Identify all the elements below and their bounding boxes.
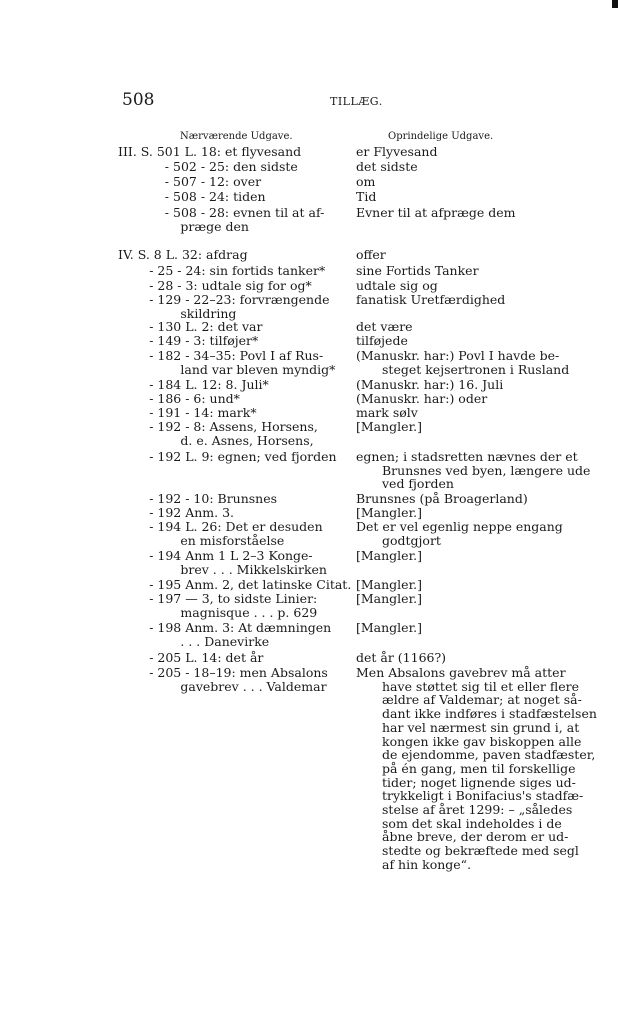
text-line: kongen ikke gav biskoppen alle	[382, 733, 582, 749]
text-line: - 198 Anm. 3: At dæmningen	[149, 620, 332, 635]
text-line: [Mangler.]	[356, 591, 423, 606]
text-line: på én gang, men til forskellige	[382, 760, 576, 776]
text-line: det sidste	[356, 159, 418, 174]
current-edition-text	[118, 549, 350, 576]
text-line: d. e. Asnes, Horsens,	[180, 432, 314, 448]
current-edition-text	[118, 506, 350, 520]
current-edition-text	[118, 248, 350, 262]
text-line: - 502 - 25: den sidste	[164, 159, 298, 174]
text-line: egnen; i stadsretten nævnes der et	[356, 449, 578, 464]
text-line: - 149 - 3: tilføjer*	[149, 333, 259, 348]
current-edition-text	[118, 621, 350, 648]
current-edition-text	[118, 206, 350, 233]
original-edition-text	[356, 293, 584, 307]
text-line: - 192 - 8: Assens, Horsens,	[149, 419, 318, 434]
current-edition-text	[118, 592, 350, 619]
text-line: - 130 L. 2: det var	[149, 319, 263, 334]
text-line: - 191 - 14: mark*	[149, 405, 257, 420]
original-edition-text	[356, 506, 584, 520]
original-edition-text	[356, 406, 584, 420]
text-line: det år (1166?)	[356, 650, 447, 665]
original-edition-text	[356, 449, 591, 492]
current-edition-text	[118, 406, 350, 420]
text-line: - 129 - 22–23: forvrængende	[149, 292, 330, 307]
text-line: Men Absalons gavebrev må atter	[356, 665, 566, 680]
original-edition-text	[356, 592, 584, 606]
current-edition-text	[118, 279, 350, 293]
current-edition-text	[118, 320, 350, 334]
current-edition-text	[118, 578, 350, 592]
left-column-header: Nærværende Udgave.	[180, 131, 293, 142]
original-edition-text	[356, 549, 584, 563]
current-edition-text	[118, 349, 350, 376]
original-edition-text	[356, 621, 584, 635]
text-line: åbne breve, der derom er ud-	[382, 829, 569, 845]
text-line: Brunsnes (på Broagerland)	[356, 491, 528, 506]
current-edition-text	[118, 293, 350, 320]
original-edition-text	[356, 578, 584, 592]
current-edition-text	[118, 520, 350, 547]
current-edition-text	[118, 651, 350, 665]
current-edition-text	[118, 175, 350, 189]
text-line: (Manuskr. har:) 16. Juli	[356, 377, 504, 392]
current-edition-text	[118, 378, 350, 392]
text-line: - 192 - 10: Brunsnes	[149, 491, 278, 506]
text-line: ved fjorden	[382, 476, 454, 492]
text-line: - 28 - 3: udtale sig for og*	[149, 278, 312, 293]
text-line: præge den	[180, 218, 249, 234]
text-line: - 186 - 6: und*	[149, 391, 240, 406]
current-edition-text	[118, 450, 350, 464]
original-edition-text	[356, 349, 584, 376]
text-line: - 508 - 24: tiden	[164, 189, 266, 204]
text-line: steget kejsertronen i Rusland	[382, 361, 570, 377]
text-line: [Mangler.]	[356, 419, 423, 434]
text-line: [Mangler.]	[356, 577, 423, 592]
text-line: [Mangler.]	[356, 548, 423, 563]
current-edition-text	[118, 334, 350, 348]
text-line: - 192 L. 9: egnen; ved fjorden	[149, 449, 337, 464]
running-head: TILLÆG.	[330, 95, 383, 108]
text-line: (Manuskr. har:) oder	[356, 391, 488, 406]
text-line: - 195 Anm. 2, det latinske Citat.	[149, 577, 352, 592]
original-edition-text	[356, 264, 584, 278]
original-edition-text	[356, 190, 584, 204]
original-edition-text	[356, 279, 584, 293]
text-line: - 205 - 18–19: men Absalons	[149, 665, 328, 680]
original-edition-text	[356, 175, 584, 189]
text-line: [Mangler.]	[356, 505, 423, 520]
text-line: - 194 L. 26: Det er desuden	[149, 519, 323, 534]
original-edition-text	[356, 520, 584, 547]
text-line: ældre af Valdemar; at noget så-	[382, 692, 582, 708]
text-line: Brunsnes ved byen, længere ude	[382, 462, 591, 478]
original-edition-text	[356, 320, 584, 334]
current-edition-text	[118, 145, 350, 159]
original-edition-text	[356, 665, 597, 872]
text-line: dant ikke indføres i stadfæstelsen	[382, 706, 597, 722]
text-line: Det er vel egenlig neppe engang	[356, 519, 563, 534]
text-line: det være	[356, 319, 413, 334]
text-line: - 184 L. 12: 8. Juli*	[149, 377, 269, 392]
text-line: sine Fortids Tanker	[356, 263, 479, 278]
current-edition-text	[118, 392, 350, 406]
current-edition-text	[118, 420, 350, 447]
original-edition-text	[356, 145, 584, 159]
text-line: land var bleven myndig*	[180, 361, 336, 377]
text-line: III. S. 501 L. 18: et flyvesand	[118, 144, 302, 159]
text-line: . . . Danevirke	[180, 633, 270, 649]
text-line: - 192 Anm. 3.	[149, 505, 235, 520]
original-edition-text	[356, 420, 584, 434]
text-line: godtgjort	[382, 532, 441, 548]
text-line: - 25 - 24: sin fortids tanker*	[149, 263, 326, 278]
text-line: som det skal indeholdes i de	[382, 815, 562, 831]
text-line: offer	[356, 247, 386, 262]
original-edition-text	[356, 248, 584, 262]
text-line: udtale sig og	[356, 278, 438, 293]
text-line: en misforståelse	[180, 532, 285, 548]
text-line: - 508 - 28: evnen til at af-	[164, 205, 325, 220]
original-edition-text	[356, 651, 584, 665]
text-line: trykkeligt i Bonifacius's stadfæ-	[382, 788, 584, 804]
text-line: Tid	[356, 189, 377, 204]
text-line: stedte og bekræftede med segl	[382, 843, 579, 859]
text-line: - 182 - 34–35: Povl I af Rus-	[149, 348, 324, 363]
text-line: - 197 — 3, to sidste Linier:	[149, 591, 318, 606]
text-line: - 507 - 12: over	[164, 174, 262, 189]
original-edition-text	[356, 492, 584, 506]
text-line: - 205 L. 14: det år	[149, 650, 264, 665]
text-line: [Mangler.]	[356, 620, 423, 635]
current-edition-text	[118, 264, 350, 278]
current-edition-text	[118, 190, 350, 204]
text-line: fanatisk Uretfærdighed	[356, 292, 506, 307]
original-edition-text	[356, 392, 584, 406]
text-line: brev . . . Mikkelskirken	[180, 561, 327, 577]
text-line: stelse af året 1299: – „således	[382, 802, 573, 818]
original-edition-text	[356, 206, 584, 220]
text-line: mark sølv	[356, 405, 418, 420]
text-line: (Manuskr. har:) Povl I havde be-	[356, 348, 560, 363]
text-line: - 194 Anm 1 L 2–3 Konge-	[149, 548, 313, 563]
text-line: tider; noget lignende siges ud-	[382, 774, 576, 790]
text-line: har vel nærmest sin grund i, at	[382, 719, 580, 735]
text-line: IV. S. 8 L. 32: afdrag	[118, 247, 248, 262]
text-line: er Flyvesand	[356, 144, 438, 159]
current-edition-text	[118, 160, 350, 174]
right-column-header: Oprindelige Udgave.	[388, 131, 494, 142]
page-number: 508	[122, 90, 155, 110]
text-line: magnisque . . . p. 629	[180, 604, 318, 620]
text-line: om	[356, 174, 376, 189]
original-edition-text	[356, 334, 584, 348]
text-line: have støttet sig til et eller flere	[382, 678, 579, 694]
text-line: tilføjede	[356, 333, 408, 348]
original-edition-text	[356, 160, 584, 174]
text-line: af hin konge“.	[382, 856, 472, 872]
text-line: de ejendomme, paven stadfæster,	[382, 747, 596, 763]
text-line: Evner til at afpræge dem	[356, 205, 516, 220]
text-line: skildring	[180, 305, 237, 321]
current-edition-text	[118, 492, 350, 506]
current-edition-text	[118, 666, 350, 693]
original-edition-text	[356, 378, 584, 392]
text-line: gavebrev . . . Valdemar	[180, 678, 327, 694]
